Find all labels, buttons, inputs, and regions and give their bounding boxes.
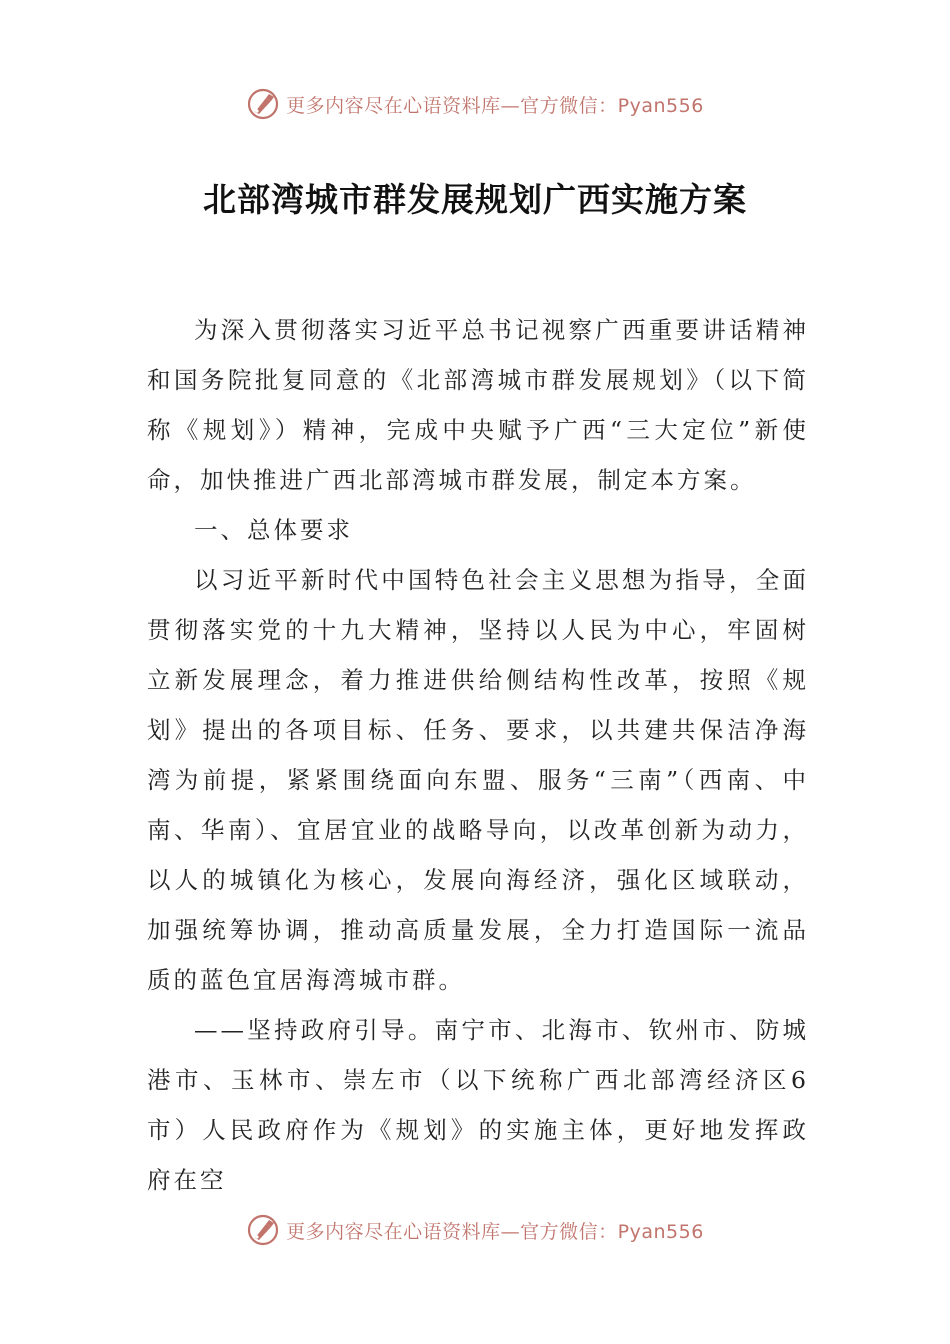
- watermark-text: [286, 1217, 704, 1244]
- document-title: 北部湾城市群发展规划广西实施方案: [203, 180, 747, 219]
- paragraph-intro: 为深入贯彻落实习近平总书记视察广西重要讲话精神和国务院批复同意的《北部湾城市群发展规划》（以下简称《规划》）精神，完成中央赋予广西“三大定位”新使命，加快推进广西北部湾城市群发展，制定本方案。: [147, 316, 809, 494]
- watermark-label: 更多内容尽在心语资料库—官方微信：: [286, 94, 618, 117]
- paragraph-government-guidance: ——坚持政府引导。南宁市、北海市、钦州市、防城港市、玉林市、崇左市（以下统称广西北部湾经济区6市）人民政府作为《规划》的实施主体，更好地发挥政府在空: [147, 1016, 809, 1194]
- section-heading: 一、总体要求: [194, 516, 353, 544]
- document-body: [147, 305, 809, 1205]
- watermark-wechat-id: Pyan556: [617, 1220, 704, 1243]
- watermark-label: 更多内容尽在心语资料库—官方微信：: [286, 1220, 618, 1243]
- pen-nib-circle-icon: [246, 1213, 280, 1247]
- watermark-text: [286, 91, 704, 118]
- watermark-wechat-id: Pyan556: [617, 94, 704, 117]
- paragraph-guiding-principle: 以习近平新时代中国特色社会主义思想为指导，全面贯彻落实党的十九大精神，坚持以人民为中心，牢固树立新发展理念，着力推进供给侧结构性改革，按照《规划》提出的各项目标、任务、要求，以共建共保洁净海湾为前提，紧紧围绕面向东盟、服务“三南”（西南、中南、华南）、宜居宜业的战略导向，以改革创新为动力，以人的城镇化为核心，发展向海经济，强化区域联动，加强统筹协调，推动高质量发展，全力打造国际一流品质的蓝色宜居海湾城市群。: [147, 566, 809, 994]
- header-watermark: [0, 82, 950, 126]
- footer-watermark: [0, 1208, 950, 1252]
- pen-nib-circle-icon: [246, 87, 280, 121]
